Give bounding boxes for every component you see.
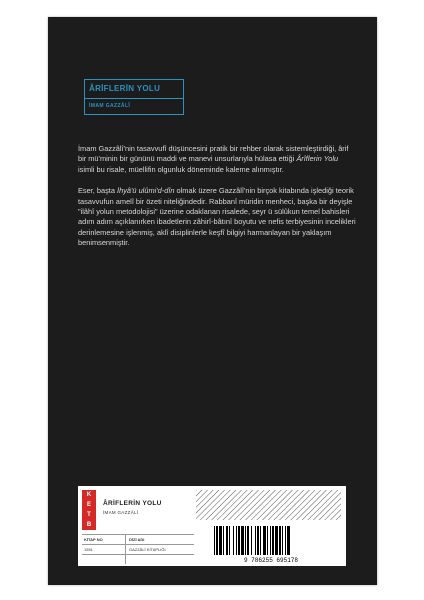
barcode-bar <box>285 526 286 555</box>
hatch-pattern <box>196 490 341 520</box>
back-cover <box>48 17 377 585</box>
barcode-bar <box>216 526 218 555</box>
cover-author: İMAM GAZZÂLÎ <box>89 103 131 109</box>
label-title: ÂRİFLERİN YOLU <box>103 500 162 507</box>
col2-header: DİZİ ADI <box>129 537 145 542</box>
description-paragraph-2: Eser, başta İhyâ'ü ulûmi'd-dîn olmak üzere Gazzâlî'nin birçok kitabında işlediği teorik tasavvufun amelî bir özeti niteliğindedir. Rabbanî müridin menheci, başka bir deyişle "ilâhî yolun metodolojisi" üzerine odaklanan risalede, seyr ü sülûkun temel bahisleri adım adım açıklanırken ibadetlerin zâhirî-bâtınî boyutu ve nefis terbiyesinin incelikleri derinlemesine işlenmiş, aklî disiplinlerle keşfî bilgiyi harmanlayan bir yaklaşım benimsenmiştir. <box>78 186 356 248</box>
barcode-bar <box>282 526 283 555</box>
barcode-bar <box>275 526 278 555</box>
barcode-bar <box>263 526 266 555</box>
label-divider <box>82 554 194 555</box>
barcode-bar <box>241 526 244 555</box>
barcode-bar <box>272 526 274 555</box>
barcode-bar <box>270 526 271 555</box>
label-divider <box>82 544 194 545</box>
label-divider <box>125 534 126 564</box>
barcode-bar <box>257 526 259 555</box>
barcode-bar <box>219 526 222 555</box>
publisher-label <box>78 486 346 566</box>
barcode-bar <box>229 526 230 555</box>
ketebe-logo: K E T B <box>82 490 96 530</box>
barcode-bar <box>287 526 290 555</box>
barcode-bar <box>255 526 256 555</box>
barcode-bar <box>223 526 224 555</box>
cover-title: ÂRİFLERİN YOLU <box>85 80 183 99</box>
col1-header: KİTAP NO <box>84 537 103 542</box>
isbn-barcode <box>206 524 336 564</box>
barcode-bar <box>251 526 252 555</box>
barcode-bar <box>260 526 261 555</box>
barcode-bar <box>279 526 281 555</box>
description-paragraph-1: İmam Gazzâlî'nin tasavvufî düşüncesini pratik bir rehber olarak sistemleştirdiği, ârif bir mü'minin bir gününü maddi ve manevi unsurlarıyla hülasa ettiği Ârîflerin Yolu isimli bu risale, müellifin olgunluk döneminde kaleme alınmıştır. <box>78 144 349 174</box>
barcode-bar <box>214 526 215 555</box>
series-name: GAZZÂLÎ KİTAPLIĞI <box>129 547 166 552</box>
barcode-bar <box>238 526 240 555</box>
label-author: İMAM GAZZÂLÎ <box>103 510 139 515</box>
isbn-number: 9 786255 695178 <box>243 557 299 564</box>
title-box <box>84 79 184 115</box>
description-text <box>78 144 356 260</box>
barcode-bar <box>247 526 249 555</box>
barcode-bar <box>236 526 237 555</box>
barcode-bar <box>267 526 268 555</box>
book-number: 1551 <box>84 547 93 552</box>
barcode-bar <box>245 526 246 555</box>
barcode-bar <box>233 526 234 555</box>
barcode-bar <box>226 526 228 555</box>
label-divider <box>82 534 194 535</box>
